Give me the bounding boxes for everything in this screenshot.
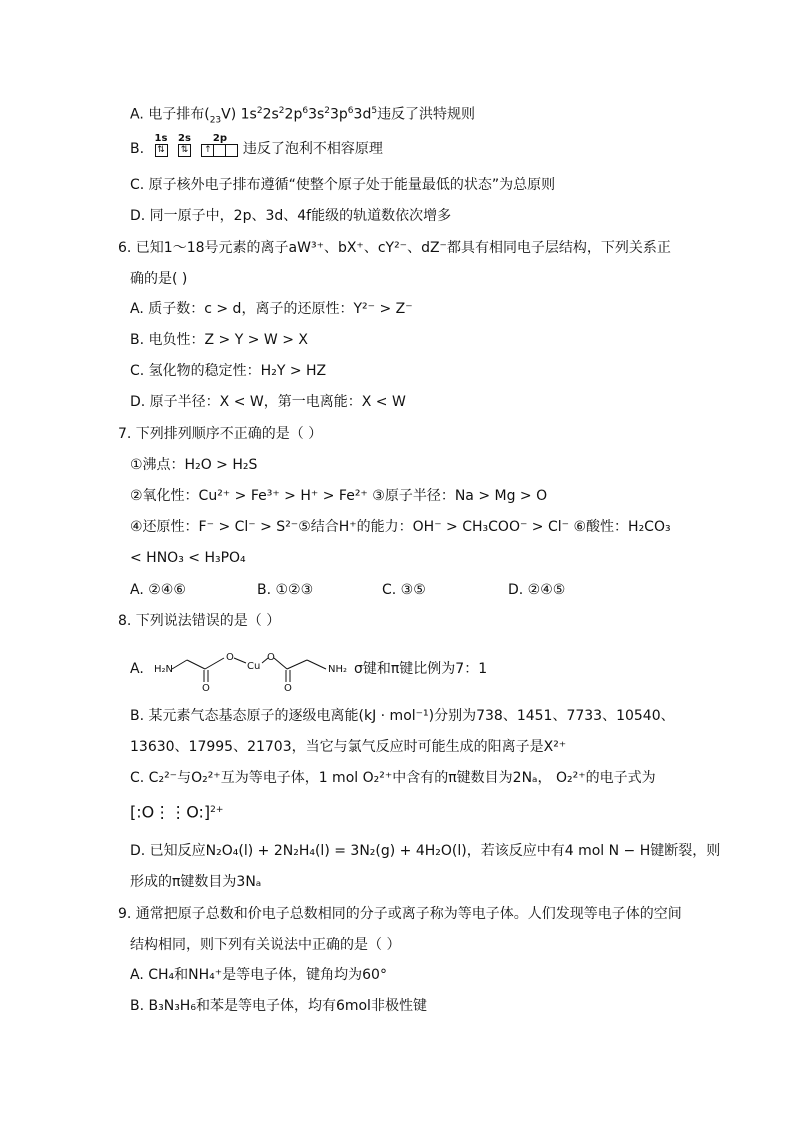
q7-option-a[interactable]: A. ②④⑥	[130, 582, 186, 598]
q7-option-d[interactable]: D. ②④⑤	[508, 582, 566, 598]
q5-option-c[interactable]: C. 原子核外电子排布遵循“使整个原子处于能量最低的状态”为总原则	[130, 177, 556, 193]
orbital-2p-box-2	[214, 144, 226, 157]
q7-option-c[interactable]: C. ③⑤	[382, 582, 426, 598]
glycine-copper-structure	[150, 643, 360, 695]
q5-option-a-mid: V) 1s	[221, 106, 257, 123]
q6-option-d[interactable]: D. 原子半径：X < W，第一电离能：X < W	[130, 394, 406, 410]
orbital-diagram	[155, 134, 239, 164]
q9-option-a[interactable]: A. CH₄和NH₄⁺是等电子体，键角均为60°	[130, 967, 387, 983]
q8-option-a-tail: σ键和π键比例为7：1	[354, 661, 488, 677]
o1-label: O	[226, 652, 234, 663]
q6-option-b[interactable]: B. 电负性：Z > Y > W > X	[130, 332, 308, 348]
q7-statement-4-5-6: ④还原性：F⁻ > Cl⁻ > S²⁻⑤结合H⁺的能力：OH⁻ > CH₃COO⁻ > Cl⁻ ⑥酸性：H₂CO₃	[130, 519, 671, 535]
q7-stem: 7. 下列排列顺序不正确的是（ ）	[118, 426, 323, 442]
carbonyl-o-right: O	[284, 683, 292, 694]
q8-stem: 8. 下列说法错误的是（ ）	[118, 613, 281, 629]
q5-option-a[interactable]: A. 电子排布$(_{23}V)$ $1s^22s^22p^63s^23p^63d^5$违反了洪特规则	[130, 106, 476, 126]
q8-option-b-line1[interactable]: B. 某元素气态基态原子的逐级电离能(kJ · mol⁻¹)分别为738、1451、7733、10540、	[130, 708, 675, 724]
orbital-2p-label: 2p	[212, 133, 227, 144]
q9-stem-line2: 结构相同，则下列有关说法中正确的是（ ）	[130, 937, 401, 953]
q8-option-b-line2: 13630、17995、21703，当它与氯气反应时可能生成的阳离子是X²⁺	[130, 739, 567, 755]
o2-label: O	[267, 652, 275, 663]
orbital-2s-label: 2s	[178, 133, 191, 144]
orbital-2p-box-1: ↑	[201, 144, 214, 157]
q6-stem-line1: 6. 已知1～18号元素的离子aW³⁺、bX⁺、cY²⁻、dZ⁻都具有相同电子层结构，下列关系正	[118, 240, 671, 256]
o2-lewis-charge: 2+	[210, 805, 224, 815]
q7-statement-6-cont: < HNO₃ < H₃PO₄	[130, 550, 246, 566]
nh2-left-label: H₂N	[154, 664, 174, 675]
orbital-1s-label: 1s	[154, 133, 168, 144]
carbonyl-o-left: O	[202, 683, 210, 694]
orbital-1s-box: ⇅	[155, 144, 168, 157]
q5-option-d[interactable]: D. 同一原子中，2p、3d、4f能级的轨道数依次增多	[130, 208, 452, 224]
q9-option-b[interactable]: B. B₃N₃H₆和苯是等电子体，均有6mol非极性键	[130, 998, 427, 1014]
q7-statement-2-3: ②氧化性：Cu²⁺ > Fe³⁺ > H⁺ > Fe²⁺ ③原子半径：Na > Mg > O	[130, 488, 548, 504]
q7-statement-1: ①沸点：H₂O > H₂S	[130, 457, 258, 473]
q8-option-d-line2: 形成的π键数目为3Nₐ	[130, 874, 262, 890]
q5-option-a-prefix: A. 电子排布(	[130, 106, 210, 123]
q7-option-b[interactable]: B. ①②③	[257, 582, 314, 598]
q5-option-b-prefix: B.	[130, 141, 145, 157]
q8-option-a-prefix: A.	[130, 661, 144, 677]
orbital-2p-box-3	[226, 144, 238, 157]
q9-stem-line1: 9. 通常把原子总数和价电子总数相同的分子或离子称为等电子体。人们发现等电子体的空间	[118, 906, 682, 922]
q6-option-c[interactable]: C. 氢化物的稳定性：H₂Y > HZ	[130, 363, 327, 379]
q8-option-c-lewis	[130, 800, 223, 824]
q5-option-b[interactable]	[130, 134, 383, 164]
cu-label: Cu	[247, 661, 261, 672]
q5-option-a-tail: 违反了洪特规则	[377, 106, 476, 123]
q5-option-a-sub: 23	[209, 115, 222, 126]
q8-option-a[interactable]	[130, 659, 144, 679]
q5-option-b-tail: 违反了泡利不相容原理	[242, 141, 383, 157]
q8-option-d-line1[interactable]: D. 已知反应N₂O₄(l) + 2N₂H₄(l) = 3N₂(g) + 4H₂O(l)，若该反应中有4 mol N − H键断裂，则	[130, 843, 721, 859]
q6-stem-line2: 确的是( )	[130, 271, 188, 287]
o2-lewis-structure: [:O⋮⋮O:]	[130, 802, 211, 822]
q8-option-c-line1[interactable]: C. C₂²⁻与O₂²⁺互为等电子体，1 mol O₂²⁺中含有的π键数目为2Nₐ， O₂²⁺的电子式为	[130, 770, 656, 786]
q6-option-a[interactable]: A. 质子数：c > d，离子的还原性：Y²⁻ > Z⁻	[130, 301, 413, 317]
orbital-2s-box: ⇅	[178, 144, 191, 157]
nh2-right-label: NH₂	[328, 664, 348, 675]
